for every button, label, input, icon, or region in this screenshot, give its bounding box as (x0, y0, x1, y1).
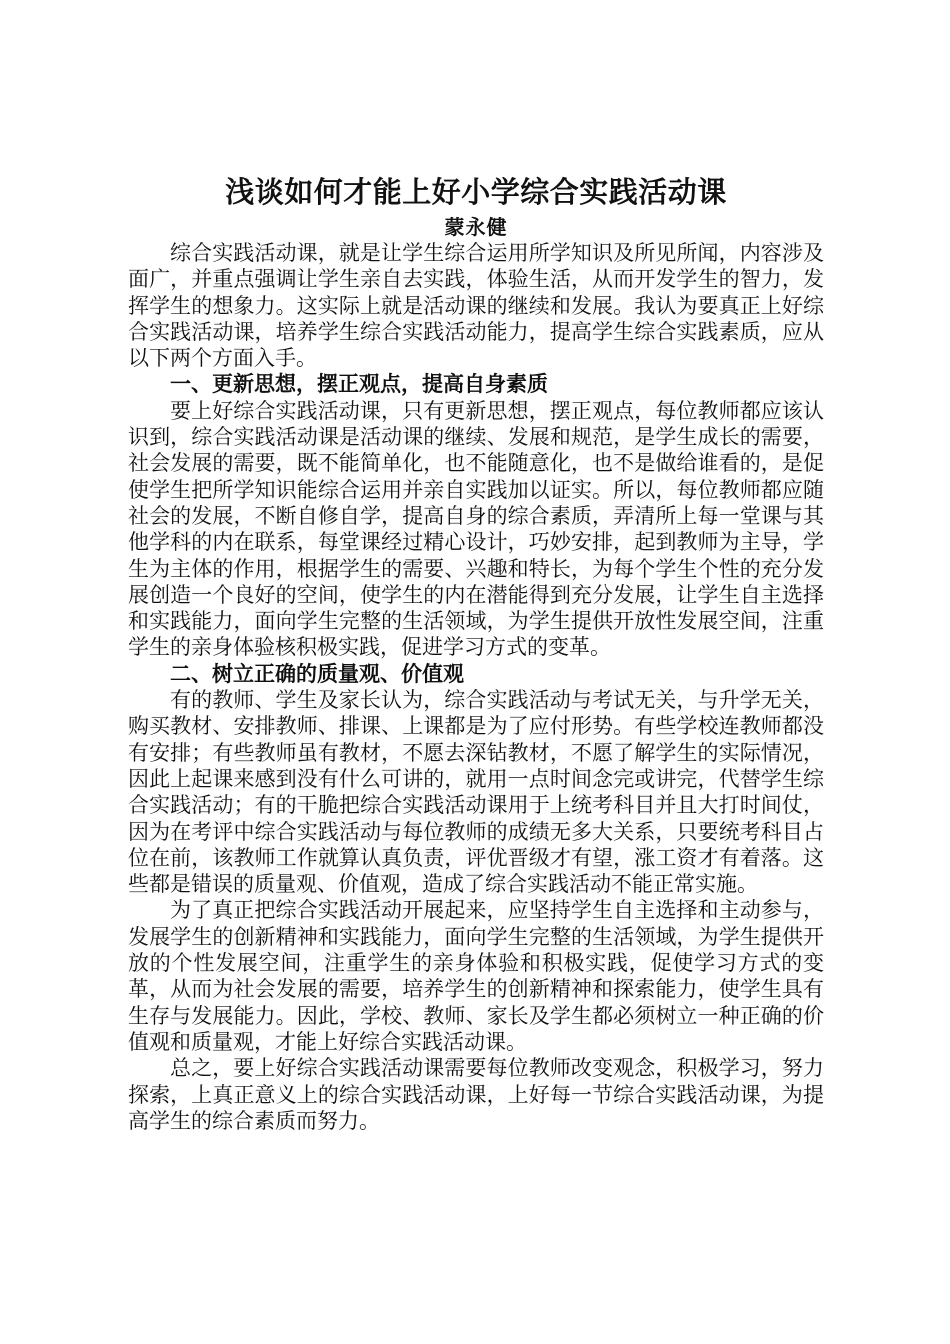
document-page (128, 172, 824, 1134)
document-title: 浅谈如何才能上好小学综合实践活动课 (225, 175, 727, 209)
section-1-heading: 一、更新思想，摆正观点，提高自身素质 (170, 371, 548, 397)
intro-paragraph: 综合实践活动课，就是让学生综合运用所学知识及所见所闻，内容涉及面广，并重点强调让学生亲自去实践，体验生活，从而开发学生的智力，发挥学生的想象力。这实际上就是活动课的继续和发展。我认为要真正上好综合实践活动课，培养学生综合实践活动能力，提高学生综合实践素质，应从以下两个方面入手。 (128, 241, 824, 371)
section-2-paragraph-1: 有的教师、学生及家长认为，综合实践活动与考试无关，与升学无关，购买教材、安排教师、排课、上课都是为了应付形势。有些学校连教师都没有安排；有些教师虽有教材，不愿去深钻教材，不愿了解学生的实际情况，因此上起课来感到没有什么可讲的，就用一点时间念完或讲完，代替学生综合实践活动；有的干脆把综合实践活动课用于上统考科目并且大打时间仗，因为在考评中综合实践活动与每位教师的成绩无多大关系，只要统考科目占位在前，该教师工作就算认真负责，评优晋级才有望，涨工资才有着落。这些都是错误的质量观、价值观，造成了综合实践活动不能正常实施。 (128, 688, 824, 897)
section-1-paragraph: 要上好综合实践活动课，只有更新思想，摆正观点，每位教师都应该认识到，综合实践活动课是活动课的继续、发展和规范，是学生成长的需要，社会发展的需要，既不能简单化，也不能随意化，也不是做给谁看的，是促使学生把所学知识能综合运用并亲自实践加以证实。所以，每位教师都应随社会的发展，不断自修自学，提高自身的综合素质，弄清所上每一堂课与其他学科的内在联系，每堂课经过精心设计，巧妙安排，起到教师为主导，学生为主体的作用，根据学生的需要、兴趣和特长，为每个学生个性的充分发展创造一个良好的空间，使学生的内在潜能得到充分发展，让学生自主选择和实践能力，面向学生完整的生活领域，为学生提供开放性发展空间，注重学生的亲身体验核积极实践，促进学习方式的变革。 (128, 398, 824, 660)
author-name: 蒙永健 (444, 215, 508, 239)
section-2-heading: 二、树立正确的质量观、价值观 (170, 660, 464, 686)
section-2-paragraph-2: 为了真正把综合实践活动开展起来，应坚持学生自主选择和主动参与，发展学生的创新精神和实践能力，面向学生完整的生活领域，为学生提供开放的个性发展空间，注重学生的亲身体验和积极实践，促使学习方式的变革，从而为社会发展的需要，培养学生的创新精神和探索能力，使学生具有生存与发展能力。因此，学校、教师、家长及学生都必须树立一种正确的价值观和质量观，才能上好综合实践活动课。 (128, 898, 824, 1054)
conclusion-paragraph: 总之，要上好综合实践活动课需要每位教师改变观念，积极学习，努力探索，上真正意义上的综合实践活动课，上好每一节综合实践活动课，为提高学生的综合素质而努力。 (128, 1056, 824, 1133)
